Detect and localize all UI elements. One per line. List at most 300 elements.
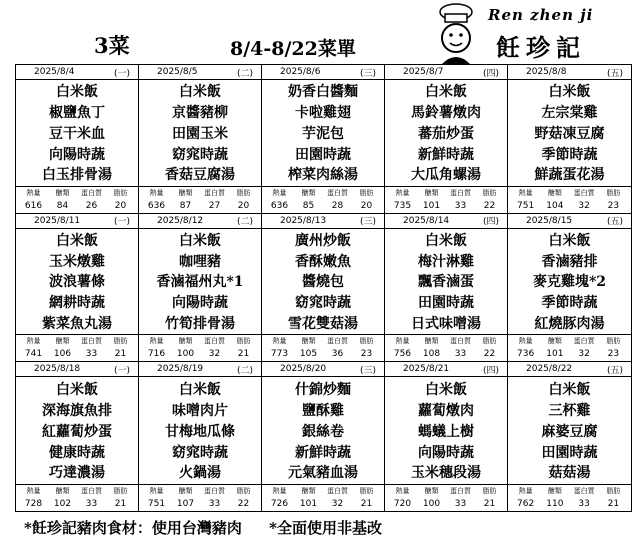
nutrition-value: 110 (546, 499, 564, 509)
nutrition-label: 熱量 (149, 487, 164, 495)
nutrition-label: 醣類 (424, 337, 439, 346)
dish-item: 玉米穗段湯 (411, 465, 481, 482)
nutrition-value: 100 (176, 349, 195, 360)
dish-item: 紅蘿蔔炒蛋 (42, 423, 112, 440)
dish-item: 馬鈴薯燉肉 (411, 105, 481, 122)
date-row (508, 214, 631, 229)
dish-item: 野菇凍豆腐 (534, 125, 605, 142)
dish-list (262, 229, 384, 335)
weekday-label: (四) (482, 68, 499, 79)
nutrition-label: 脂肪 (113, 337, 128, 346)
dish-list (385, 80, 507, 186)
dish-item: 豆干米血 (49, 125, 105, 142)
date-row (262, 362, 384, 377)
footer-notes (24, 517, 404, 538)
dish-list (139, 229, 261, 335)
date-label: 2025/8/19 (157, 364, 204, 375)
nutrition-label: 脂肪 (359, 487, 374, 495)
nutrition-labels (139, 334, 261, 347)
dish-item: 白米飯 (56, 84, 98, 101)
nutrition-label: 脂肪 (606, 487, 621, 495)
weekday-label: (二) (236, 68, 253, 79)
nutrition-labels (508, 334, 631, 347)
nutrition-values (262, 497, 384, 511)
menu-title: 3菜 (94, 33, 130, 58)
nutrition-label: 熱量 (395, 487, 410, 495)
nutrition-value: 36 (331, 349, 344, 360)
nutrition-values (385, 199, 507, 213)
dish-item: 榨菜肉絲湯 (288, 167, 358, 184)
dish-item: 元氣豬血湯 (288, 465, 358, 482)
dish-item: 白米飯 (56, 233, 98, 250)
nutrition-label: 蛋白質 (449, 337, 471, 346)
dish-list (16, 229, 138, 335)
dish-item: 向陽時蔬 (418, 444, 474, 461)
nutrition-value: 21 (237, 349, 250, 360)
date-label: 2025/8/7 (403, 67, 444, 77)
nutrition-label: 脂肪 (482, 188, 497, 197)
weekday-label: (五) (606, 365, 623, 376)
nutrition-value: 33 (454, 499, 467, 509)
day-cell (508, 362, 631, 511)
nutrition-value: 20 (114, 200, 127, 211)
nutrition-label: 熱量 (272, 487, 287, 495)
dish-item: 什錦炒麵 (295, 381, 351, 398)
dish-item: 麻婆豆腐 (541, 423, 598, 440)
dish-item: 網耕時蔬 (49, 295, 105, 312)
date-row (508, 65, 631, 80)
nutrition-value: 33 (454, 349, 467, 360)
nutrition-value: 756 (393, 349, 412, 360)
nutrition-value: 773 (270, 349, 289, 360)
nutrition-label: 醣類 (547, 188, 562, 197)
nutrition-value: 23 (607, 200, 620, 211)
nutrition-labels (508, 484, 631, 497)
dish-item: 白米飯 (179, 84, 221, 101)
nutrition-value: 107 (176, 499, 195, 509)
dish-item: 窈窕時蔬 (295, 295, 351, 312)
logo-chinese-text: 飪珍記 (496, 33, 586, 62)
dish-list (16, 80, 138, 186)
nutrition-labels (508, 186, 631, 199)
dish-item: 竹筍排骨湯 (165, 315, 235, 332)
nutrition-value: 762 (517, 499, 535, 509)
nutrition-label: 熱量 (149, 188, 164, 197)
dish-item: 香菇豆腐湯 (165, 167, 235, 184)
dish-item: 新鮮時蔬 (295, 444, 351, 461)
nutrition-labels (385, 334, 507, 347)
nutrition-value: 33 (454, 200, 467, 211)
nutrition-label: 蛋白質 (326, 188, 348, 197)
nutrition-value: 728 (24, 499, 43, 509)
day-cell (139, 362, 262, 511)
date-range-title: 8/4-8/22菜單 (230, 38, 356, 60)
nutrition-value: 20 (237, 200, 250, 211)
day-cell (139, 65, 262, 214)
nutrition-values (385, 347, 507, 361)
day-cell (16, 214, 139, 363)
footer-note-pork: *飪珍記豬肉食材：使用台灣豬肉 (24, 519, 242, 537)
nutrition-value: 28 (331, 200, 344, 211)
nutrition-labels (139, 186, 261, 199)
nutrition-values (139, 199, 261, 213)
nutrition-labels (16, 186, 138, 199)
date-row (508, 362, 631, 377)
nutrition-label: 醣類 (55, 487, 70, 495)
nutrition-value: 751 (147, 499, 166, 509)
day-cell (385, 362, 508, 511)
day-cell (16, 362, 139, 511)
nutrition-value: 22 (483, 200, 496, 211)
nutrition-values (508, 199, 631, 213)
nutrition-value: 32 (208, 349, 221, 360)
day-cell (385, 214, 508, 363)
nutrition-value: 108 (422, 349, 441, 360)
date-label: 2025/8/20 (280, 364, 327, 375)
dish-item: 田園時蔬 (295, 146, 351, 163)
nutrition-values (16, 199, 138, 213)
nutrition-label: 醣類 (178, 487, 193, 495)
dish-list (385, 377, 507, 484)
date-label: 2025/8/6 (280, 67, 321, 77)
nutrition-label: 蛋白質 (80, 188, 102, 197)
nutrition-value: 33 (208, 499, 221, 509)
date-row (385, 65, 507, 80)
weekday-label: (一) (113, 217, 130, 228)
nutrition-value: 101 (422, 200, 441, 211)
dish-list (139, 80, 261, 186)
nutrition-label: 醣類 (301, 487, 316, 495)
date-row (385, 214, 507, 229)
date-label: 2025/8/15 (526, 215, 573, 226)
weekday-label: (三) (359, 365, 376, 376)
weekday-label: (二) (236, 217, 253, 228)
nutrition-label: 醣類 (178, 337, 193, 346)
nutrition-value: 735 (393, 200, 412, 211)
nutrition-values (16, 347, 138, 361)
nutrition-value: 32 (578, 349, 590, 360)
dish-item: 日式味噌湯 (411, 315, 481, 332)
nutrition-value: 33 (85, 349, 98, 360)
date-label: 2025/8/14 (403, 215, 450, 226)
date-row (139, 214, 261, 229)
day-cell (508, 65, 631, 214)
nutrition-value: 32 (331, 499, 344, 509)
nutrition-label: 蛋白質 (326, 337, 348, 346)
nutrition-label: 熱量 (272, 188, 287, 197)
weekday-label: (三) (359, 68, 376, 79)
date-row (262, 65, 384, 80)
day-cell (508, 214, 631, 363)
nutrition-value: 716 (147, 349, 166, 360)
dish-item: 奶香白醬麵 (288, 84, 358, 101)
nutrition-labels (262, 334, 384, 347)
dish-list (508, 229, 631, 335)
day-cell (262, 362, 385, 511)
dish-item: 芋泥包 (302, 125, 344, 142)
dish-item: 蕃茄炒蛋 (418, 125, 474, 142)
nutrition-label: 醣類 (301, 337, 316, 346)
nutrition-label: 醣類 (178, 188, 193, 197)
nutrition-values (385, 497, 507, 511)
dish-item: 醬燒包 (302, 274, 344, 291)
dish-item: 白米飯 (179, 381, 221, 398)
nutrition-value: 22 (237, 499, 250, 509)
nutrition-values (508, 347, 631, 361)
nutrition-value: 21 (114, 499, 127, 509)
nutrition-label: 脂肪 (606, 337, 621, 346)
weekday-label: (一) (113, 365, 130, 376)
weekday-label: (四) (482, 217, 499, 228)
nutrition-label: 蛋白質 (573, 188, 595, 197)
dish-item: 三杯雞 (548, 402, 591, 419)
dish-item: 飄香滷蛋 (418, 274, 474, 291)
nutrition-label: 醣類 (301, 188, 316, 197)
dish-item: 紅燒豚肉湯 (534, 315, 605, 332)
nutrition-label: 蛋白質 (573, 487, 595, 495)
nutrition-label: 熱量 (149, 337, 164, 346)
nutrition-value: 21 (607, 499, 620, 509)
nutrition-label: 醣類 (55, 188, 70, 197)
dish-list (508, 80, 631, 186)
nutrition-label: 熱量 (518, 487, 533, 495)
dish-item: 波浪薯條 (49, 274, 105, 291)
nutrition-value: 33 (578, 499, 590, 509)
nutrition-label: 醣類 (547, 337, 562, 346)
dish-item: 香滷豬排 (541, 253, 598, 270)
date-label: 2025/8/4 (34, 67, 75, 77)
nutrition-labels (16, 334, 138, 347)
nutrition-label: 醣類 (547, 487, 562, 495)
nutrition-label: 脂肪 (482, 487, 497, 495)
nutrition-label: 脂肪 (236, 188, 251, 197)
nutrition-label: 脂肪 (236, 337, 251, 346)
nutrition-label: 蛋白質 (80, 337, 102, 346)
dish-item: 新鮮時蔬 (418, 146, 474, 163)
date-label: 2025/8/22 (526, 364, 573, 375)
dish-item: 廣州炒飯 (295, 233, 351, 250)
nutrition-value: 616 (24, 200, 43, 211)
nutrition-value: 751 (517, 200, 535, 211)
nutrition-label: 蛋白質 (449, 487, 471, 495)
nutrition-value: 21 (114, 349, 127, 360)
date-label: 2025/8/12 (157, 215, 204, 226)
nutrition-value: 106 (53, 349, 72, 360)
nutrition-label: 熱量 (26, 188, 41, 197)
dish-item: 火鍋湯 (179, 465, 221, 482)
date-label: 2025/8/18 (34, 364, 81, 375)
nutrition-label: 熱量 (272, 337, 287, 346)
nutrition-value: 33 (85, 499, 98, 509)
dish-item: 卡啦雞翅 (295, 105, 351, 122)
nutrition-label: 蛋白質 (203, 337, 225, 346)
nutrition-value: 741 (24, 349, 43, 360)
date-row (16, 65, 138, 80)
dish-item: 白米飯 (425, 84, 467, 101)
weekday-label: (四) (482, 365, 499, 376)
nutrition-label: 脂肪 (606, 188, 621, 197)
nutrition-label: 蛋白質 (203, 487, 225, 495)
dish-list (508, 377, 631, 484)
nutrition-label: 脂肪 (236, 487, 251, 495)
day-cell (262, 214, 385, 363)
date-label: 2025/8/8 (526, 67, 567, 77)
dish-item: 左宗棠雞 (541, 105, 598, 122)
nutrition-label: 醣類 (424, 487, 439, 495)
date-row (16, 214, 138, 229)
dish-item: 白玉排骨湯 (42, 167, 112, 184)
dish-item: 深海旗魚排 (42, 402, 112, 419)
nutrition-label: 蛋白質 (203, 188, 225, 197)
dish-item: 京醬豬柳 (172, 105, 228, 122)
dish-item: 紫菜魚丸湯 (42, 315, 112, 332)
nutrition-label: 蛋白質 (326, 487, 348, 495)
nutrition-value: 84 (56, 200, 69, 211)
nutrition-value: 20 (360, 200, 373, 211)
nutrition-labels (139, 484, 261, 497)
dish-item: 香酥嫩魚 (295, 253, 351, 270)
dish-item: 田園時蔬 (418, 295, 474, 312)
nutrition-value: 100 (422, 499, 441, 509)
nutrition-value: 26 (85, 200, 98, 211)
dish-item: 味噌肉片 (172, 402, 228, 419)
nutrition-label: 醣類 (55, 337, 70, 346)
nutrition-value: 21 (483, 499, 496, 509)
nutrition-label: 醣類 (424, 188, 439, 197)
nutrition-value: 101 (299, 499, 318, 509)
date-label: 2025/8/21 (403, 364, 450, 375)
dish-list (139, 377, 261, 484)
dish-item: 田園玉米 (172, 125, 228, 142)
weekday-label: (一) (113, 68, 130, 79)
weekday-label: (三) (359, 217, 376, 228)
dish-item: 大瓜角螺湯 (411, 167, 481, 184)
dish-item: 季節時蔬 (541, 146, 598, 163)
dish-item: 鹽酥雞 (302, 402, 344, 419)
dish-item: 白米飯 (548, 84, 591, 101)
dish-item: 螞蟻上樹 (418, 423, 474, 440)
nutrition-label: 熱量 (395, 188, 410, 197)
nutrition-label: 脂肪 (482, 337, 497, 346)
day-cell (139, 214, 262, 363)
nutrition-value: 22 (483, 349, 496, 360)
nutrition-value: 736 (517, 349, 535, 360)
date-row (385, 362, 507, 377)
dish-item: 香滷福州丸*1 (156, 274, 244, 291)
dish-item: 咖哩豬 (179, 253, 221, 270)
menu-grid (15, 64, 632, 512)
nutrition-value: 21 (360, 499, 373, 509)
day-cell (16, 65, 139, 214)
dish-item: 梅汁淋雞 (418, 253, 474, 270)
nutrition-label: 蛋白質 (80, 487, 102, 495)
nutrition-values (139, 497, 261, 511)
nutrition-label: 蛋白質 (449, 188, 471, 197)
dish-item: 蘿蔔燉肉 (418, 402, 474, 419)
dish-item: 甘梅地瓜條 (165, 423, 235, 440)
nutrition-value: 105 (299, 349, 318, 360)
nutrition-labels (385, 484, 507, 497)
nutrition-labels (385, 186, 507, 199)
nutrition-label: 脂肪 (113, 487, 128, 495)
dish-item: 窈窕時蔬 (172, 444, 228, 461)
nutrition-value: 23 (360, 349, 373, 360)
nutrition-values (139, 347, 261, 361)
nutrition-label: 脂肪 (359, 337, 374, 346)
nutrition-label: 熱量 (395, 337, 410, 346)
day-cell (262, 65, 385, 214)
dish-item: 田園時蔬 (541, 444, 598, 461)
nutrition-values (262, 199, 384, 213)
dish-item: 白米飯 (179, 233, 221, 250)
weekday-label: (五) (606, 217, 623, 228)
nutrition-labels (262, 484, 384, 497)
nutrition-value: 636 (147, 200, 166, 211)
nutrition-label: 熱量 (518, 188, 533, 197)
date-row (262, 214, 384, 229)
nutrition-value: 102 (53, 499, 72, 509)
date-label: 2025/8/13 (280, 215, 327, 226)
dish-item: 白米飯 (548, 233, 591, 250)
dish-item: 健康時蔬 (49, 444, 105, 461)
dish-list (16, 377, 138, 484)
date-row (139, 362, 261, 377)
nutrition-value: 726 (270, 499, 289, 509)
dish-list (262, 80, 384, 186)
dish-item: 玉米燉雞 (49, 253, 105, 270)
nutrition-label: 蛋白質 (573, 337, 595, 346)
day-cell (385, 65, 508, 214)
nutrition-values (262, 347, 384, 361)
date-row (16, 362, 138, 377)
dish-item: 麥克雞塊*2 (532, 274, 607, 291)
nutrition-value: 27 (208, 200, 221, 211)
dish-item: 窈窕時蔬 (172, 146, 228, 163)
footer-note-non-gmo: *全面使用非基改 (269, 519, 382, 537)
nutrition-label: 脂肪 (359, 188, 374, 197)
weekday-label: (二) (236, 365, 253, 376)
dish-item: 白米飯 (56, 381, 98, 398)
dish-item: 雪花雙菇湯 (288, 315, 358, 332)
nutrition-value: 104 (546, 200, 564, 211)
dish-item: 椒鹽魚丁 (49, 105, 105, 122)
nutrition-label: 脂肪 (113, 188, 128, 197)
dish-list (385, 229, 507, 335)
nutrition-value: 87 (179, 200, 192, 211)
dish-item: 白米飯 (425, 233, 467, 250)
dish-list (262, 377, 384, 484)
dish-item: 白米飯 (548, 381, 591, 398)
dish-item: 鮮蔬蛋花湯 (534, 167, 605, 184)
nutrition-values (508, 497, 631, 511)
nutrition-value: 85 (302, 200, 315, 211)
nutrition-label: 熱量 (26, 487, 41, 495)
dish-item: 季節時蔬 (541, 295, 598, 312)
date-row (139, 65, 261, 80)
dish-item: 白米飯 (425, 381, 467, 398)
nutrition-labels (16, 484, 138, 497)
dish-item: 菇菇湯 (548, 465, 591, 482)
logo-english-text: Ren zhen ji (488, 6, 594, 24)
nutrition-label: 熱量 (518, 337, 533, 346)
nutrition-value: 32 (578, 200, 590, 211)
dish-item: 向陽時蔬 (49, 146, 105, 163)
date-label: 2025/8/11 (34, 215, 81, 226)
weekday-label: (五) (606, 68, 623, 79)
dish-item: 向陽時蔬 (172, 295, 228, 312)
nutrition-value: 636 (270, 200, 289, 211)
nutrition-value: 101 (546, 349, 564, 360)
